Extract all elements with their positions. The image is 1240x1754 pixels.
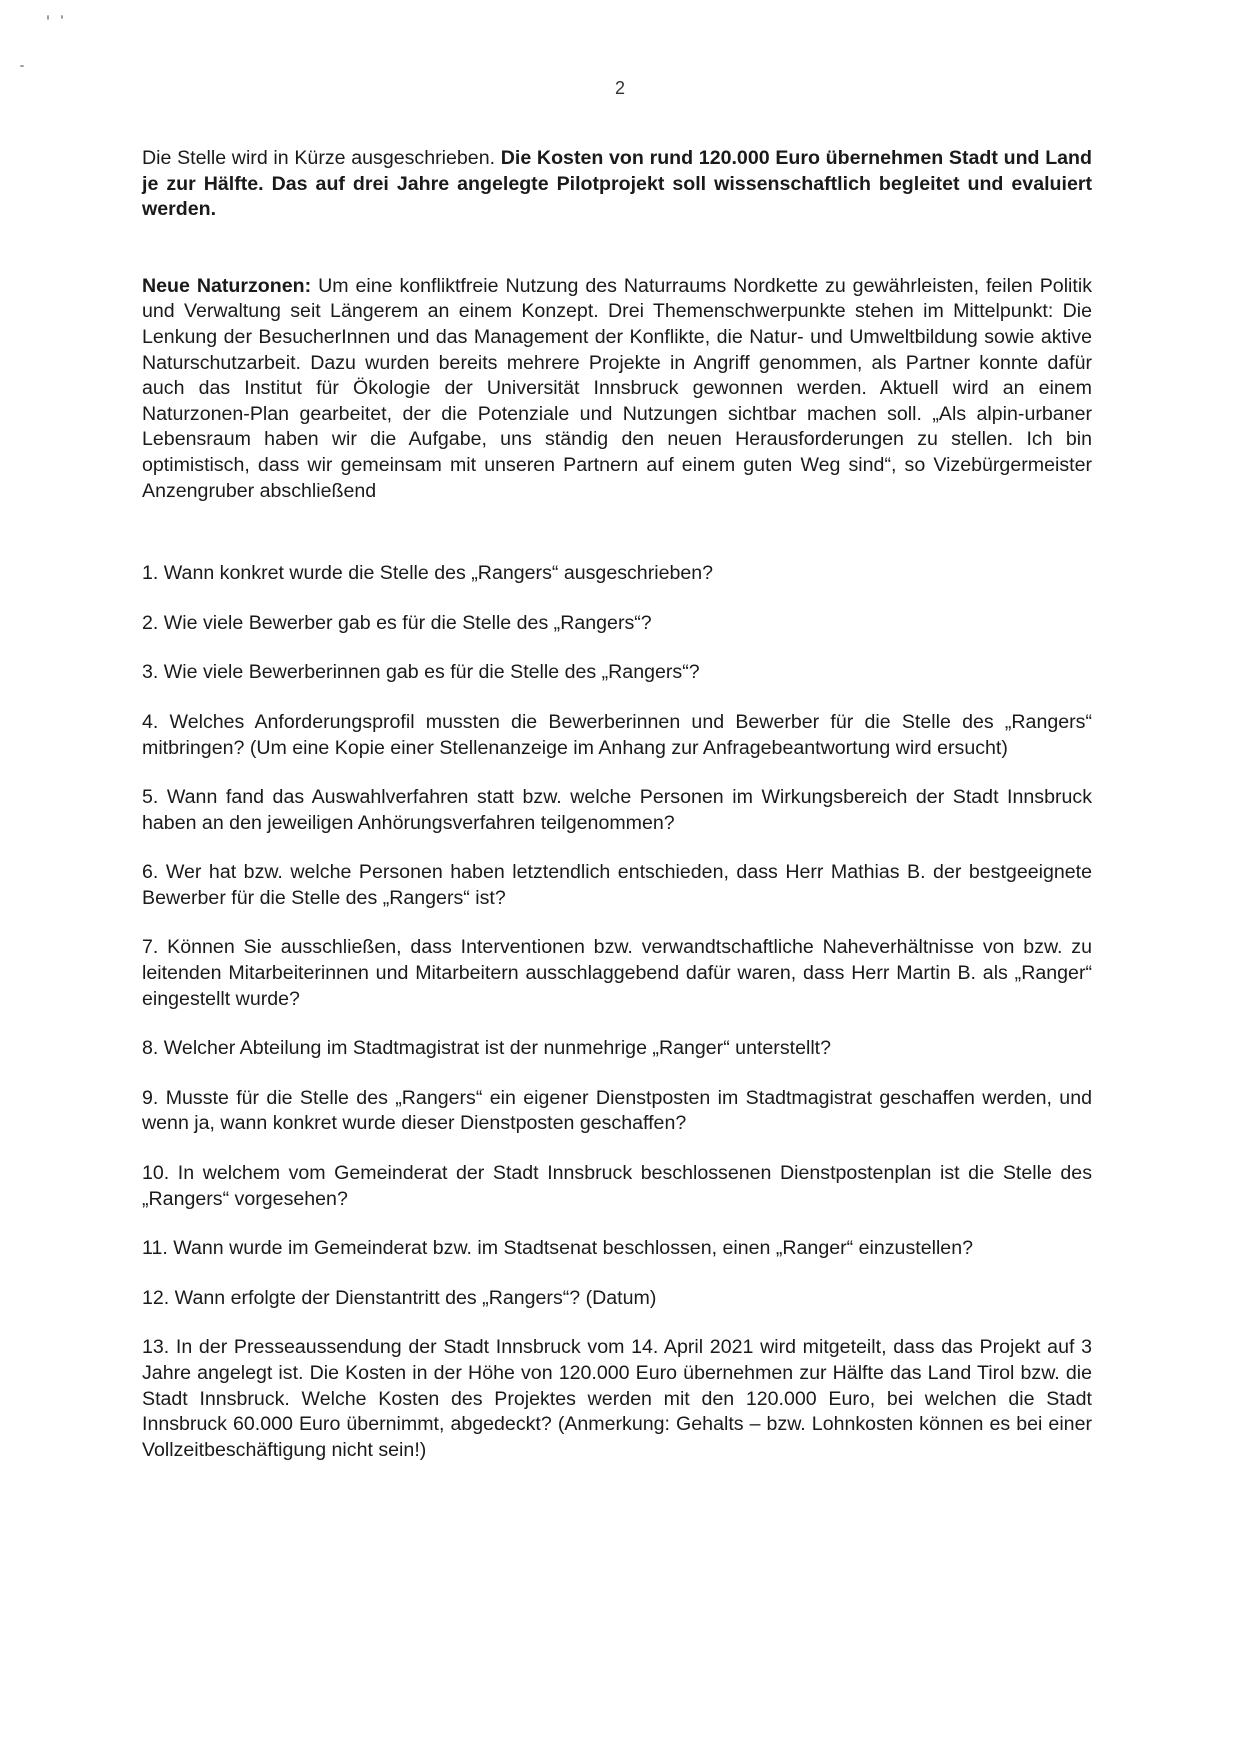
question-item: 3. Wie viele Bewerberinnen gab es für die Stelle des „Rangers“? bbox=[142, 661, 700, 684]
page-number: 2 bbox=[614, 78, 625, 98]
intro-text: Die Stelle wird in Kürze ausgeschrieben. bbox=[142, 147, 496, 169]
question-item: 12. Wann erfolgte der Dienstantritt des „Rangers“? (Datum) bbox=[142, 1286, 657, 1309]
naturzonen-paragraph bbox=[142, 274, 1092, 504]
question-item: 7. Können Sie ausschließen, dass Interventionen bzw. verwandtschaftliche Naheverhältnisse von bzw. zu leitenden Mitarbeiterinnen und Mitarbeitern ausschlaggebend dafür waren, dass Herr Martin B. als „Ranger“ eingestellt wurde? bbox=[142, 936, 1092, 1010]
intro-bold-text: Die Kosten von rund 120.000 Euro übernehmen Stadt und Land je zur Hälfte. Das auf drei Jahre angelegte Pilotprojekt soll wissenschaftlich begleitet und evaluiert werden. bbox=[142, 147, 1092, 221]
question-item: 1. Wann konkret wurde die Stelle des „Rangers“ ausgeschrieben? bbox=[142, 562, 714, 585]
question-item: 4. Welches Anforderungsprofil mussten die Bewerberinnen und Bewerber für die Stelle des „Rangers“ mitbringen? (Um eine Kopie einer Stellenanzeige im Anhang zur Anfragebeantwortung wird ersucht) bbox=[142, 710, 1092, 759]
question-item: 13. In der Presseaussendung der Stadt Innsbruck vom 14. April 2021 wird mitgeteilt, dass das Projekt auf 3 Jahre angelegt ist. Die Kosten in der Höhe von 120.000 Euro übernehmen zur Hälfte das Land Tirol bzw. die Stadt Innsbruck. Welche Kosten des Projektes werden mit den 120.000 Euro, bei welchen die Stadt Innsbruck 60.000 Euro übernimmt, abgedeckt? (Anmerkung: Gehalts – bzw. Lohnkosten können es bei einer Vollzeitbeschäftigung nicht sein!) bbox=[142, 1336, 1092, 1461]
question-item: 8. Welcher Abteilung im Stadtmagistrat ist der nunmehrige „Ranger“ unterstellt? bbox=[142, 1037, 832, 1060]
question-item: 10. In welchem vom Gemeinderat der Stadt Innsbruck beschlossenen Dienstpostenplan ist die Stelle des „Rangers“ vorgesehen? bbox=[142, 1162, 1092, 1210]
intro-paragraph bbox=[142, 146, 1092, 223]
question-item: 11. Wann wurde im Gemeinderat bzw. im Stadtsenat beschlossen, einen „Ranger“ einzustellen? bbox=[142, 1237, 973, 1260]
document-body bbox=[142, 146, 1092, 1487]
scan-speck bbox=[47, 15, 49, 20]
question-item: 6. Wer hat bzw. welche Personen haben letztendlich entschieden, dass Herr Mathias B. der bestgeeignete Bewerber für die Stelle des „Rangers“ ist? bbox=[142, 861, 1092, 909]
scan-speck bbox=[20, 65, 24, 67]
question-item: 5. Wann fand das Auswahlverfahren statt bzw. welche Personen im Wirkungsbereich der Stadt Innsbruck haben an den jeweiligen Anhörungsverfahren teilgenommen? bbox=[142, 786, 1092, 834]
naturzonen-text: Um eine konfliktfreie Nutzung des Naturraums Nordkette zu gewährleisten, feilen Politik und Verwaltung seit Längerem an einem Konzept. Drei Themenschwerpunkte stehen im Mittelpunkt: Die Lenkung der BesucherInnen und das Management der Konflikte, die Natur- und Umweltbildung sowie aktive Naturschutzarbeit. Dazu wurden bereits mehrere Projekte in Angriff genommen, als Partner konnte dafür auch das Institut für Ökologie der Universität Innsbruck gewonnen werden. Aktuell wird an einem Naturzonen-Plan gearbeitet, der die Potenziale und Nutzungen sichtbar machen soll. „Als alpin-urbaner Lebensraum haben wir die Aufgabe, uns ständig den neuen Herausforderungen zu stellen. Ich bin optimistisch, dass wir gemeinsam mit unseren Partnern auf einem guten Weg sind“, so Vizebürgermeister Anzengruber abschließend bbox=[142, 274, 1092, 502]
question-item: 2. Wie viele Bewerber gab es für die Stelle des „Rangers“? bbox=[142, 611, 652, 634]
scan-speck bbox=[61, 15, 63, 19]
naturzonen-heading: Neue Naturzonen: bbox=[142, 274, 312, 297]
question-item: 9. Musste für die Stelle des „Rangers“ ein eigener Dienstposten im Stadtmagistrat geschaffen werden, und wenn ja, wann konkret wurde dieser Dienstposten geschaffen? bbox=[142, 1086, 1092, 1135]
